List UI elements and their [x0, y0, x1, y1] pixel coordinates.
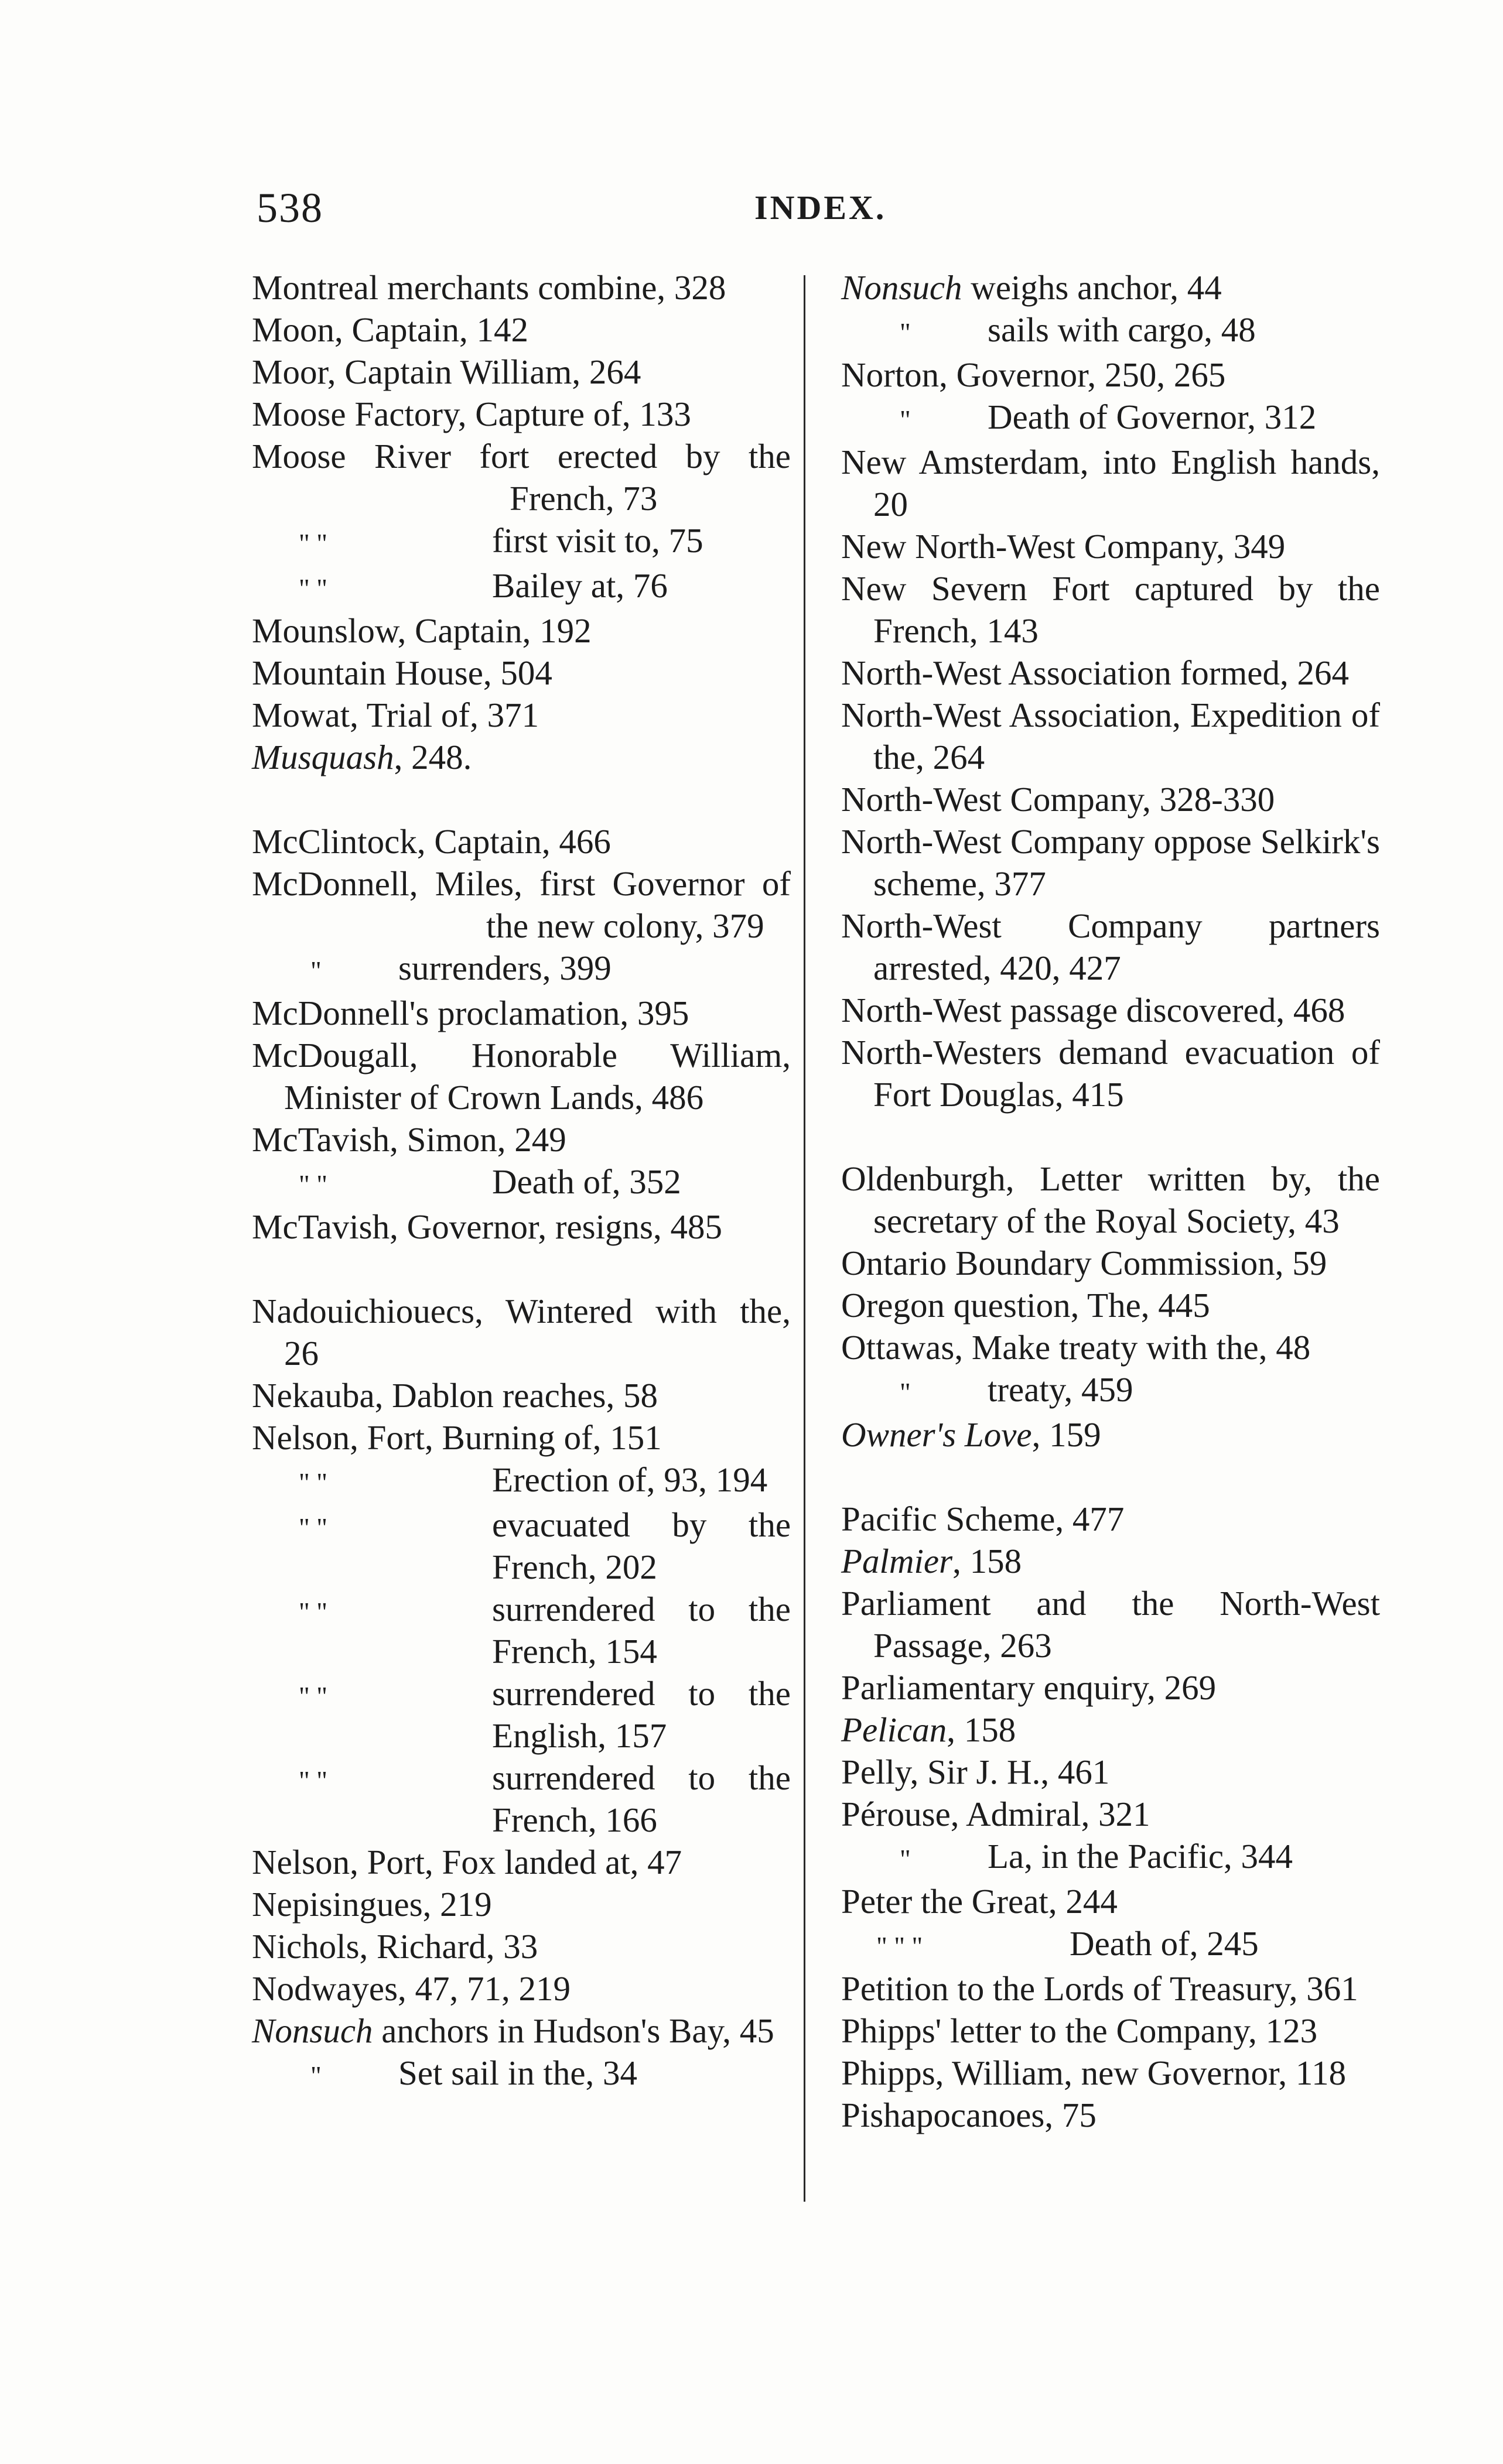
entry-text: sails with cargo, 48 — [988, 310, 1256, 349]
index-entry — [252, 1504, 791, 1588]
entry-text: surrendered to the French, 154 — [492, 1590, 791, 1671]
index-entry: Nekauba, Dablon reaches, 58 — [252, 1376, 658, 1415]
index-entry — [841, 1835, 1380, 1880]
index-entry — [252, 2052, 791, 2097]
entry-italic-title: Owner's Love — [841, 1415, 1032, 1454]
index-entry: Phipps, William, new Governor, 118 — [841, 2054, 1347, 2092]
ditto-marks: " " — [299, 1765, 328, 1795]
entry-text: Set sail in the, 34 — [398, 2054, 638, 2092]
index-entry: North-West Company, 328-330 — [841, 780, 1275, 819]
index-entry: New North-West Company, 349 — [841, 527, 1286, 566]
ditto-marks: " — [900, 317, 911, 347]
entry-text: treaty, 459 — [988, 1370, 1133, 1409]
index-entry: North-West Association, Expedition of the, 264 — [841, 696, 1380, 776]
index-entry — [252, 1672, 791, 1757]
column-rule — [804, 275, 805, 2202]
index-entry: North-West Company partners arrested, 420, 427 — [841, 906, 1380, 987]
index-entry: Montreal merchants combine, 328 — [252, 268, 726, 307]
index-entry — [252, 1757, 791, 1841]
index-entry: Ontario Boundary Commission, 59 — [841, 1244, 1327, 1282]
index-entry: North-West Association formed, 264 — [841, 653, 1349, 692]
entry-text: Death of, 245 — [1070, 1924, 1259, 1963]
index-entry — [252, 736, 791, 778]
entry-text: , 158 — [947, 1710, 1016, 1749]
entry-text: Death of, 352 — [492, 1162, 681, 1201]
page-number: 538 — [257, 184, 323, 231]
index-entry: Moon, Captain, 142 — [252, 310, 528, 349]
index-entry — [252, 1161, 791, 1206]
index-entry: Nelson, Fort, Burning of, 151 — [252, 1418, 662, 1457]
index-entry: McTavish, Governor, resigns, 485 — [252, 1207, 722, 1246]
ditto-marks: " — [310, 956, 322, 985]
index-entry: North-West passage discovered, 468 — [841, 991, 1345, 1029]
index-entry: Ottawas, Make treaty with the, 48 — [841, 1328, 1311, 1367]
index-entry: Moor, Captain William, 264 — [252, 353, 641, 391]
entry-italic-title: Nonsuch — [841, 268, 962, 307]
section-gap — [841, 1115, 1380, 1158]
index-entry: McClintock, Captain, 466 — [252, 822, 611, 861]
ditto-marks: " — [900, 1377, 911, 1407]
index-entry: Nadouichiouecs, Wintered with the, 26 — [252, 1292, 791, 1373]
entry-italic-title: Palmier — [841, 1542, 953, 1580]
section-gap — [252, 1248, 791, 1290]
ditto-marks: " " — [299, 1467, 328, 1497]
index-entry — [252, 1459, 791, 1504]
index-entry: Moose Factory, Capture of, 133 — [252, 395, 691, 433]
running-head: INDEX. — [754, 189, 887, 227]
index-entry: Nodwayes, 47, 71, 219 — [252, 1969, 571, 2008]
index-entry: Mounslow, Captain, 192 — [252, 611, 592, 650]
entry-text: Bailey at, 76 — [492, 566, 668, 605]
index-column-right — [841, 266, 1380, 2136]
entry-text: surrendered to the English, 157 — [492, 1674, 791, 1755]
index-entry: Parliamentary enquiry, 269 — [841, 1668, 1217, 1707]
index-entry: Oregon question, The, 445 — [841, 1286, 1210, 1325]
index-entry — [252, 519, 791, 564]
entry-text: weighs anchor, 44 — [962, 268, 1222, 307]
entry-text: La, in the Pacific, 344 — [988, 1837, 1293, 1876]
ditto-marks: " " — [299, 573, 328, 603]
index-entry: McTavish, Simon, 249 — [252, 1120, 566, 1159]
ditto-marks: " — [310, 2061, 322, 2090]
section-gap — [841, 1456, 1380, 1498]
index-entry — [252, 947, 791, 992]
index-entry: Pelly, Sir J. H., 461 — [841, 1753, 1110, 1791]
ditto-marks: " — [900, 405, 911, 434]
index-entry: Moose River fort erected by the French, 73 — [252, 437, 791, 518]
index-entry — [841, 1922, 1380, 1967]
index-entry: Norton, Governor, 250, 265 — [841, 355, 1226, 394]
entry-text: , 159 — [1031, 1415, 1101, 1454]
index-entry — [841, 309, 1380, 354]
index-entry: Nelson, Port, Fox landed at, 47 — [252, 1843, 682, 1881]
index-entry: McDonnell, Miles, first Governor of the new colony, 379 — [252, 864, 791, 945]
ditto-marks: " — [900, 1844, 911, 1874]
entry-italic-title: Nonsuch — [252, 2011, 373, 2050]
entry-text: , 158 — [952, 1542, 1022, 1580]
entry-text: surrenders, 399 — [398, 949, 612, 987]
index-entry — [841, 266, 1380, 309]
index-entry: Mowat, Trial of, 371 — [252, 696, 539, 734]
index-entry: Petition to the Lords of Treasury, 361 — [841, 1969, 1358, 2008]
index-entry — [841, 396, 1380, 441]
index-entry: McDonnell's proclamation, 395 — [252, 994, 689, 1032]
entry-italic-title: Pelican — [841, 1710, 947, 1749]
ditto-marks: " " — [299, 1681, 328, 1711]
ditto-marks: " " " — [876, 1931, 923, 1961]
index-entry: McDougall, Honorable William, Minister of Crown Lands, 486 — [252, 1036, 791, 1117]
index-entry: North-Westers demand evacuation of Fort Douglas, 415 — [841, 1033, 1380, 1114]
index-entry — [841, 1709, 1380, 1751]
index-entry: Parliament and the North-West Passage, 263 — [841, 1584, 1380, 1665]
index-entry: Nichols, Richard, 33 — [252, 1927, 538, 1966]
index-entry — [841, 1540, 1380, 1582]
ditto-marks: " " — [299, 528, 328, 558]
ditto-marks: " " — [299, 1169, 328, 1199]
index-entry — [252, 2010, 791, 2052]
entry-text: first visit to, 75 — [492, 521, 703, 560]
index-entry: North-West Company oppose Selkirk's scheme, 377 — [841, 822, 1380, 903]
entry-text: Erection of, 93, 194 — [492, 1460, 768, 1499]
index-entry: Pacific Scheme, 477 — [841, 1500, 1125, 1538]
index-entry — [841, 1368, 1380, 1414]
entry-text: , 248. — [394, 738, 472, 776]
index-entry — [252, 1588, 791, 1672]
index-entry: Mountain House, 504 — [252, 653, 552, 692]
entry-text: Death of Governor, 312 — [988, 398, 1317, 436]
index-entry: Pérouse, Admiral, 321 — [841, 1795, 1150, 1833]
entry-text: surrendered to the French, 166 — [492, 1758, 791, 1839]
index-entry — [841, 1414, 1380, 1456]
index-entry: Phipps' letter to the Company, 123 — [841, 2011, 1318, 2050]
index-column-left — [252, 266, 791, 2097]
index-entry: Pishapocanoes, 75 — [841, 2096, 1096, 2134]
index-entry: Peter the Great, 244 — [841, 1882, 1118, 1921]
entry-text: anchors in Hudson's Bay, 45 — [373, 2011, 774, 2050]
entry-italic-title: Musquash — [252, 738, 394, 776]
index-entry: New Severn Fort captured by the French, 143 — [841, 569, 1380, 650]
entry-text: evacuated by the French, 202 — [492, 1505, 791, 1586]
index-entry: Oldenburgh, Letter written by, the secretary of the Royal Society, 43 — [841, 1159, 1380, 1240]
ditto-marks: " " — [299, 1597, 328, 1627]
ditto-marks: " " — [299, 1512, 328, 1542]
section-gap — [252, 778, 791, 820]
page-header — [0, 179, 1503, 237]
index-entry — [252, 564, 791, 610]
index-entry: New Amsterdam, into English hands, 20 — [841, 443, 1380, 523]
index-entry: Nepisingues, 219 — [252, 1885, 492, 1924]
